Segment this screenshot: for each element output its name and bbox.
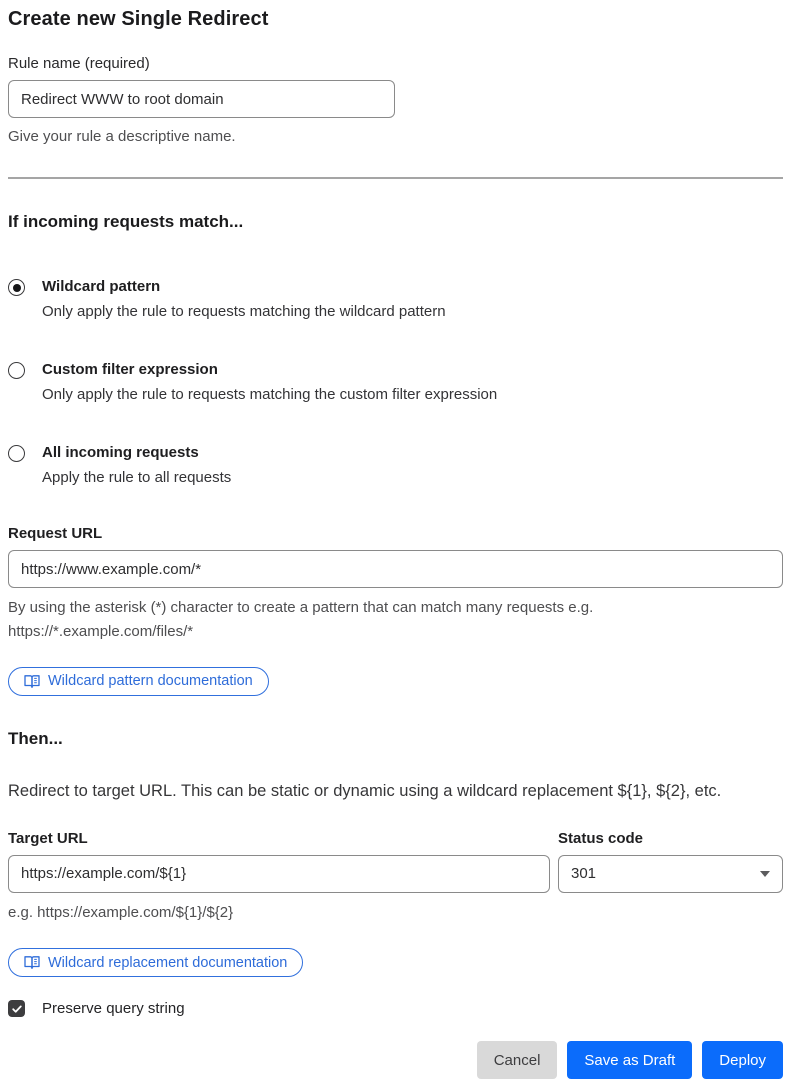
preserve-query-string-row[interactable] [8,1000,783,1017]
cancel-button[interactable]: Cancel [477,1041,558,1079]
wildcard-pattern-docs-button[interactable] [8,667,269,696]
radio-option-wildcard-pattern[interactable] [8,276,783,322]
rule-name-group [8,55,783,148]
chevron-down-icon [760,871,770,877]
request-url-input[interactable] [8,550,783,588]
status-code-label: Status code [558,829,644,847]
radio-button[interactable] [8,279,25,296]
request-url-helper-line2: https://*.example.com/files/* [8,622,194,640]
book-icon [24,674,40,689]
section-divider [8,177,783,179]
radio-label: All incoming requests [42,444,199,462]
radio-description: Only apply the rule to requests matching the wildcard pattern [42,303,446,321]
match-section-heading: If incoming requests match... [8,212,244,232]
footer-actions [8,1041,783,1079]
then-description: Redirect to target URL. This can be static or dynamic using a wildcard replacement ${1}, ${2}, etc. [8,781,722,800]
rule-name-input[interactable] [8,80,395,118]
radio-option-all-incoming-requests[interactable] [8,442,783,488]
radio-button[interactable] [8,445,25,462]
preserve-query-checkbox[interactable] [8,1000,25,1017]
request-url-label: Request URL [8,525,103,543]
status-code-select[interactable] [558,855,783,893]
rule-name-label: Rule name (required) [8,55,150,72]
radio-description: Apply the rule to all requests [42,469,232,487]
target-url-input[interactable] [8,855,550,893]
wildcard-replacement-docs-button[interactable] [8,948,303,977]
radio-button[interactable] [8,362,25,379]
deploy-button[interactable]: Deploy [702,1041,783,1079]
radio-label: Wildcard pattern [42,278,161,296]
rule-name-helper: Give your rule a descriptive name. [8,128,236,145]
request-url-helper-line1: By using the asterisk (*) character to create a pattern that can match many requests e.g. [8,599,594,617]
then-section-heading: Then... [8,728,63,748]
target-url-label: Target URL [8,829,88,847]
wildcard-replacement-docs-label: Wildcard replacement documentation [48,954,288,971]
save-as-draft-button[interactable]: Save as Draft [567,1041,692,1079]
preserve-query-label: Preserve query string [42,1000,185,1018]
target-status-row [8,830,783,893]
request-url-group [8,525,783,696]
wildcard-pattern-docs-label: Wildcard pattern documentation [48,673,253,690]
request-url-helper [8,596,783,643]
page-title: Create new Single Redirect [8,8,269,30]
target-url-group [8,830,550,893]
target-url-helper: e.g. https://example.com/${1}/${2} [8,903,234,921]
status-code-value: 301 [571,865,597,883]
book-icon [24,955,40,970]
radio-description: Only apply the rule to requests matching the custom filter expression [42,386,498,404]
status-code-group [558,830,783,893]
match-type-radio-group [8,276,783,488]
radio-option-custom-filter-expression[interactable] [8,359,783,405]
radio-label: Custom filter expression [42,361,218,379]
